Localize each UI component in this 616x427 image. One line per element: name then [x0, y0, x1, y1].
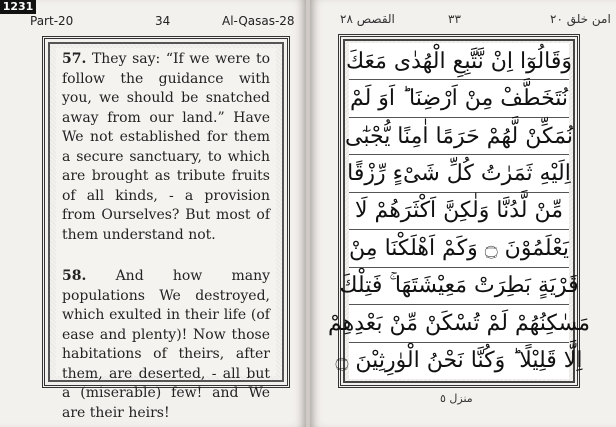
manzil-footer: منزل ٥: [440, 392, 473, 405]
surah-label: Al-Qasas-28: [222, 14, 295, 28]
verse-text: They say: “If we were to follow the guidance with you, we should be snatched away from our land.” Have We not established for them a secure sanctuary, to which are brought as tribute fruits of all kinds, - a provision from Ourselves? But most of them understand not.: [62, 51, 270, 243]
verse-58: [62, 267, 270, 423]
arabic-line: مِّنْ لَّدُنَّا وَلٰكِنَّ اَكْثَرَهُمْ لَا: [349, 193, 569, 230]
arabic-line: اِلَيْهِ ثَمَرٰتُ كُلِّ شَىْءٍ رِّزْقًا: [349, 155, 569, 192]
arabic-surah-label: القصص ٢٨: [340, 12, 395, 26]
arabic-line: نُمَكِّنْ لَّهُمْ حَرَمًا اٰمِنًا يُّجْبٰٓى: [349, 118, 569, 155]
page-number: 34: [155, 14, 171, 28]
verse-number: 57.: [62, 51, 87, 67]
translation-frame: [42, 36, 290, 421]
frame-border: [48, 42, 284, 421]
arabic-line: قَرْيَةٍ بَطِرَتْ مَعِيْشَتَهَا ۚ فَتِلْكَ: [349, 268, 569, 305]
arabic-line: اِلَّا قَلِيْلًا ؕ وَكُنَّا نَحْنُ الْوٰرِثِيْنَ ۝: [349, 343, 569, 379]
verse-text: And how many populations We destroyed, which exulted in their life (of ease and plenty)! Now those habitations of theirs, after them, are deserted, - all but a (miserable) few! and We are their heirs!: [62, 268, 271, 421]
translation-text: [56, 48, 276, 421]
arabic-page-number: ٣٣: [448, 12, 461, 26]
verse-number: 58.: [62, 268, 87, 284]
verse-57: [62, 50, 270, 245]
arabic-text: [327, 43, 590, 379]
arabic-frame-border: [327, 39, 590, 383]
image-id-badge: 1231: [0, 0, 36, 14]
arabic-part-label: امن خلق ٢٠: [550, 12, 611, 26]
left-page: [0, 0, 306, 427]
part-label: Part-20: [30, 14, 74, 28]
arabic-frame: [327, 34, 590, 388]
arabic-line: نُتَخَطَّفْ مِنْ اَرْضِنَا ؕ اَوَ لَمْ: [349, 80, 569, 117]
arabic-line: وَقَالُوٓا اِنْ نَّتَّبِعِ الْهُدٰى مَعَكَ: [349, 43, 569, 80]
arabic-line: مَسٰكِنُهُمْ لَمْ تُسْكَنْ مِّنْ بَعْدِهِمْ: [349, 305, 569, 342]
arabic-line: يَعْلَمُوْنَ ۝ وَكَمْ اَهْلَكْنَا مِنْ: [349, 230, 569, 267]
